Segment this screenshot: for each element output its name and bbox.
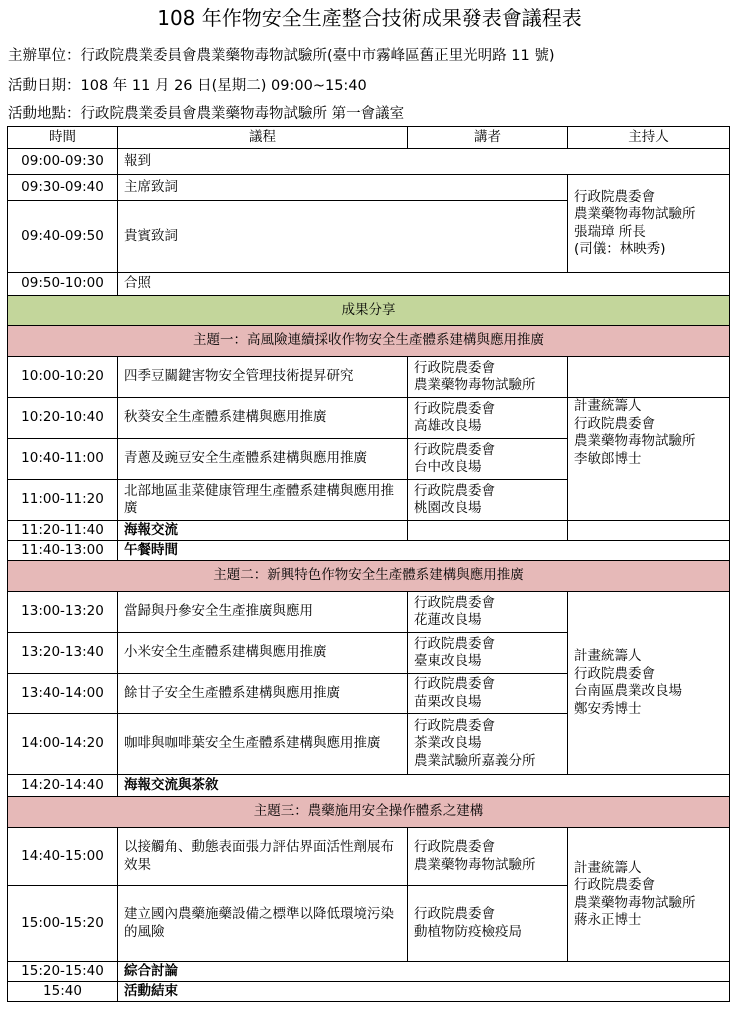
host-line: 行政院農委會 <box>574 188 655 205</box>
speaker-cell <box>408 592 568 633</box>
agenda-cell: 以接觸角、動態表面張力評估界面活性劑展布效果 <box>118 828 408 886</box>
speaker-line: 行政院農委會 <box>414 717 495 734</box>
header-time: 時間 <box>8 127 118 149</box>
speaker-line: 茶業改良場 <box>414 735 482 752</box>
host-line: 張瑞璋 所長 <box>574 223 646 240</box>
time-cell: 09:50-10:00 <box>8 273 118 296</box>
speaker-cell <box>408 828 568 886</box>
header-speaker: 講者 <box>408 127 568 149</box>
speaker-line: 行政院農委會 <box>414 676 495 692</box>
time-cell: 15:20-15:40 <box>8 962 118 982</box>
speaker-cell <box>408 886 568 962</box>
header-row <box>8 127 730 149</box>
host-line: 蔣永正博士 <box>574 912 642 928</box>
agenda-cell: 青蔥及豌豆安全生產體系建構與應用推廣 <box>118 439 408 480</box>
host-line: 行政院農委會 <box>574 877 655 893</box>
agenda-cell: 綜合討論 <box>118 962 730 982</box>
table-row <box>8 357 730 398</box>
speaker-line: 行政院農委會 <box>414 594 495 611</box>
speaker-cell <box>408 480 568 521</box>
section-row <box>8 296 730 326</box>
agenda-cell: 合照 <box>118 273 730 296</box>
speaker-line: 行政院農委會 <box>414 482 495 499</box>
host-cell <box>568 398 730 521</box>
time-cell: 13:20-13:40 <box>8 633 118 674</box>
speaker-line: 臺東改良場 <box>414 653 482 669</box>
theme-title: 主題三：農藥施用安全操作體系之建構 <box>8 797 730 828</box>
table-row <box>8 962 730 982</box>
time-cell: 15:40 <box>8 982 118 1002</box>
time-cell: 14:20-14:40 <box>8 775 118 797</box>
host-cell-empty <box>568 357 730 398</box>
agenda-cell: 北部地區韭菜健康管理生產體系建構與應用推廣 <box>118 480 408 521</box>
venue-line: 活動地點：行政院農業委員會農業藥物毒物試驗所 第一會議室 <box>8 106 405 122</box>
speaker-line: 行政院農委會 <box>414 906 495 922</box>
host-line: 台南區農業改良場 <box>574 683 682 699</box>
speaker-line: 行政院農委會 <box>414 839 495 855</box>
speaker-line: 高雄改良場 <box>414 418 482 434</box>
agenda-cell: 主席致詞 <box>118 175 568 201</box>
theme-row <box>8 561 730 592</box>
time-cell: 14:00-14:20 <box>8 714 118 775</box>
time-cell: 13:00-13:20 <box>8 592 118 633</box>
table-row <box>8 273 730 296</box>
agenda-cell: 海報交流與茶敘 <box>118 775 730 797</box>
speaker-line: 農業藥物毒物試驗所 <box>414 377 536 393</box>
agenda-cell: 當歸與丹參安全生產推廣與應用 <box>118 592 408 633</box>
time-cell: 09:00-09:30 <box>8 149 118 175</box>
speaker-cell <box>408 633 568 674</box>
time-cell: 11:00-11:20 <box>8 480 118 521</box>
agenda-cell: 四季豆關鍵害物安全管理技術提昇研究 <box>118 357 408 398</box>
host-line: 鄭安秀博士 <box>574 700 642 717</box>
section-title: 成果分享 <box>8 296 730 326</box>
host-cell-empty <box>568 521 730 541</box>
table-row <box>8 149 730 175</box>
time-cell: 09:30-09:40 <box>8 175 118 201</box>
speaker-cell-empty <box>408 521 568 541</box>
table-row <box>8 398 730 439</box>
agenda-cell: 餘甘子安全生產體系建構與應用推廣 <box>118 674 408 714</box>
host-line: 農業藥物毒物試驗所 <box>574 433 696 449</box>
speaker-line: 台中改良場 <box>414 459 482 475</box>
agenda-cell: 貴賓致詞 <box>118 201 568 273</box>
page-title: 108 年作物安全生產整合技術成果發表會議程表 <box>157 6 582 30</box>
table-row <box>8 175 730 201</box>
host-line: 農業藥物毒物試驗所 <box>574 206 696 222</box>
header-agenda: 議程 <box>118 127 408 149</box>
organizer-line: 主辦單位：行政院農業委員會農業藥物毒物試驗所(臺中市霧峰區舊正里光明路 11 號) <box>8 48 555 64</box>
agenda-table <box>7 126 730 1002</box>
agenda-cell: 海報交流 <box>118 521 408 541</box>
host-line: 行政院農委會 <box>574 415 655 432</box>
speaker-cell <box>408 439 568 480</box>
host-line: 計畫統籌人 <box>574 398 642 414</box>
speaker-line: 行政院農委會 <box>414 359 495 376</box>
header-host: 主持人 <box>568 127 730 149</box>
speaker-line: 行政院農委會 <box>414 400 495 417</box>
speaker-line: 農業試驗所嘉義分所 <box>414 752 536 769</box>
time-cell: 13:40-14:00 <box>8 674 118 714</box>
speaker-line: 花蓮改良場 <box>414 612 482 628</box>
host-line: 農業藥物毒物試驗所 <box>574 894 696 911</box>
table-row <box>8 828 730 886</box>
time-cell: 14:40-15:00 <box>8 828 118 886</box>
host-cell <box>568 592 730 775</box>
table-row <box>8 982 730 1002</box>
host-cell <box>568 175 730 273</box>
speaker-cell <box>408 714 568 775</box>
host-line: 行政院農委會 <box>574 665 655 682</box>
agenda-cell: 活動結束 <box>118 982 730 1002</box>
speaker-cell <box>408 398 568 439</box>
agenda-cell: 咖啡與咖啡葉安全生產體系建構與應用推廣 <box>118 714 408 775</box>
table-row <box>8 592 730 633</box>
speaker-cell <box>408 674 568 714</box>
host-line: (司儀：林映秀) <box>574 241 666 257</box>
time-cell: 10:00-10:20 <box>8 357 118 398</box>
host-line: 李敏郎博士 <box>574 450 642 467</box>
agenda-cell: 午餐時間 <box>118 541 730 561</box>
speaker-cell <box>408 357 568 398</box>
speaker-line: 苗栗改良場 <box>414 693 482 710</box>
theme-row <box>8 797 730 828</box>
speaker-line: 動植物防疫檢疫局 <box>414 923 522 940</box>
agenda-cell: 報到 <box>118 149 730 175</box>
host-line: 計畫統籌人 <box>574 648 642 664</box>
speaker-line: 農業藥物毒物試驗所 <box>414 856 536 873</box>
theme-title: 主題二：新興特色作物安全生產體系建構與應用推廣 <box>8 561 730 592</box>
table-row <box>8 541 730 561</box>
time-cell: 11:20-11:40 <box>8 521 118 541</box>
time-cell: 11:40-13:00 <box>8 541 118 561</box>
time-cell: 09:40-09:50 <box>8 201 118 273</box>
table-row <box>8 521 730 541</box>
time-cell: 10:20-10:40 <box>8 398 118 439</box>
time-cell: 10:40-11:00 <box>8 439 118 480</box>
speaker-line: 行政院農委會 <box>414 635 495 652</box>
agenda-cell: 建立國內農藥施藥設備之標準以降低環境污染的風險 <box>118 886 408 962</box>
table-row <box>8 775 730 797</box>
date-line: 活動日期：108 年 11 月 26 日(星期二) 09:00~15:40 <box>8 78 367 94</box>
host-cell <box>568 828 730 962</box>
speaker-line: 行政院農委會 <box>414 441 495 458</box>
time-cell: 15:00-15:20 <box>8 886 118 962</box>
theme-row <box>8 326 730 357</box>
theme-title: 主題一：高風險連續採收作物安全生產體系建構與應用推廣 <box>8 326 730 357</box>
host-line: 計畫統籌人 <box>574 859 642 876</box>
agenda-cell: 秋葵安全生產體系建構與應用推廣 <box>118 398 408 439</box>
agenda-cell: 小米安全生產體系建構與應用推廣 <box>118 633 408 674</box>
speaker-line: 桃園改良場 <box>414 500 482 516</box>
